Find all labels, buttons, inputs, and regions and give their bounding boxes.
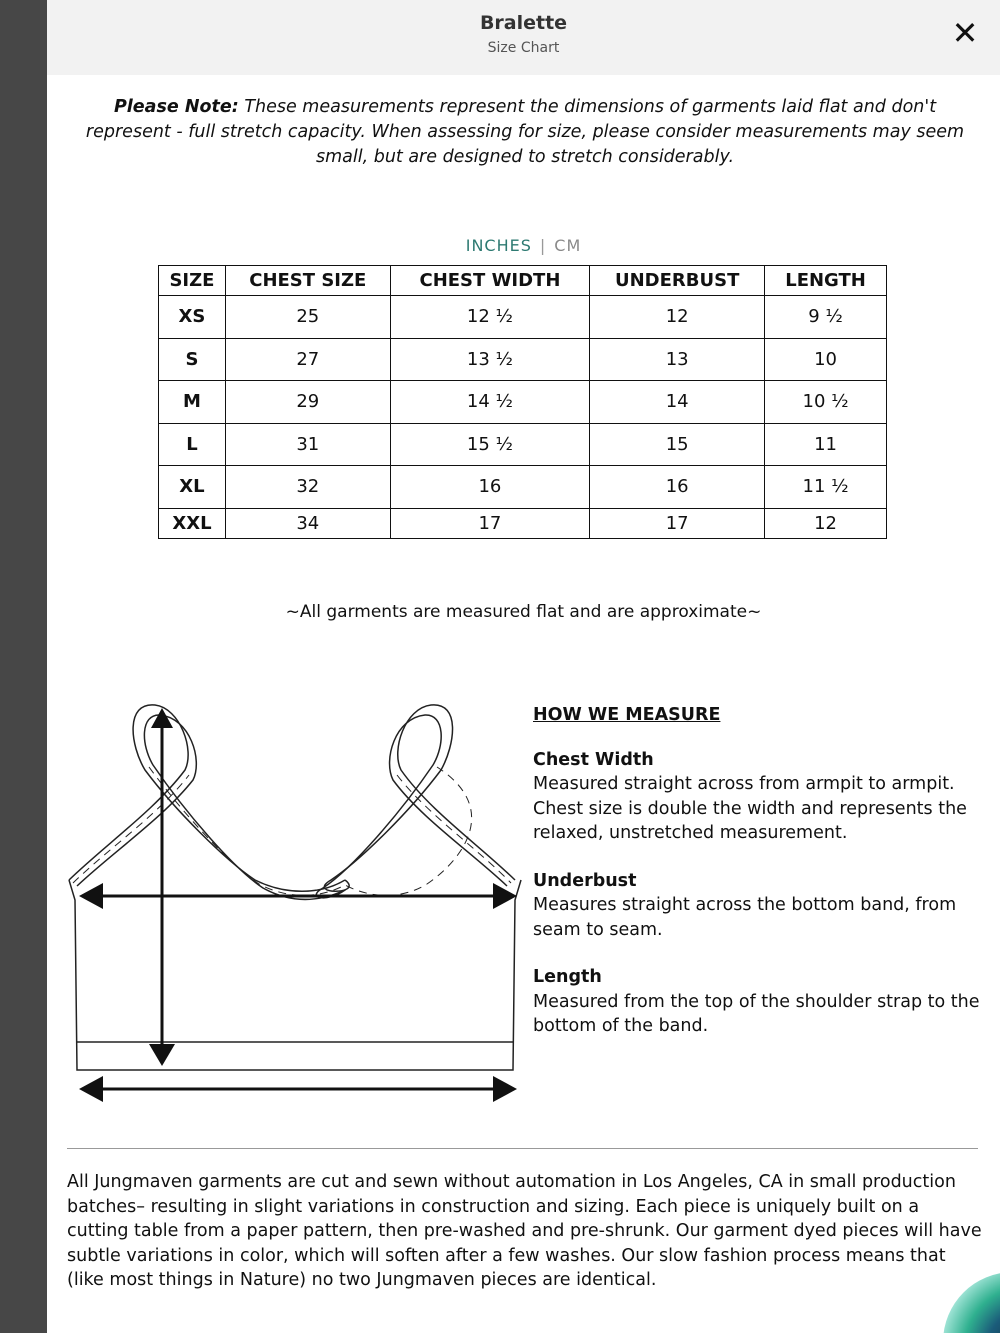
table-cell: 10 [765,338,887,381]
table-row [159,508,887,538]
header-underbust: UNDERBUST [590,266,765,296]
table-row [159,466,887,509]
header-length: LENGTH [765,266,887,296]
measure-text: Measures straight across the bottom band, from seam to seam. [533,895,957,940]
divider [67,1148,978,1149]
table-cell: 14 [590,381,765,424]
measure-text: Measured from the top of the shoulder strap to the bottom of the band. [533,991,980,1036]
how-we-measure [533,703,988,1062]
table-cell: 29 [225,381,390,424]
table-cell: 15 ½ [390,423,590,466]
unit-toggle [47,236,1000,255]
measurement-caption: ~All garments are measured flat and are approximate~ [285,602,762,622]
table-cell: 13 ½ [390,338,590,381]
unit-inches-button[interactable]: INCHES [465,236,532,255]
measure-title: Chest Width [533,749,654,770]
measure-underbust [533,869,988,943]
table-row [159,296,887,339]
table-cell-size: XS [159,296,226,339]
note-label: Please Note: [113,97,239,117]
size-table [158,265,887,539]
table-cell: 12 ½ [390,296,590,339]
table-cell: 11 [765,423,887,466]
note-text: These measurements represent the dimensions of garments laid flat and don't represent - full stretch capacity. When assessing for size, please consider measurements may seem small, but are designed to stretch considerably. [85,97,965,167]
header-size: SIZE [159,266,226,296]
left-strap [69,705,345,891]
table-cell: 31 [225,423,390,466]
measure-length [533,965,988,1039]
measure-chest-width [533,748,988,846]
chest-width-arrow [79,883,517,909]
unit-separator: | [539,236,547,255]
table-cell: 25 [225,296,390,339]
how-we-measure-title: HOW WE MEASURE [533,705,721,725]
table-cell: 27 [225,338,390,381]
table-cell: 9 ½ [765,296,887,339]
modal-title: Bralette [479,12,568,34]
table-cell: 17 [390,508,590,538]
table-cell: 10 ½ [765,381,887,424]
table-cell: 17 [590,508,765,538]
unit-cm-button[interactable]: CM [554,236,582,255]
close-icon[interactable]: ✕ [951,14,979,52]
left-strap-inner [77,715,345,900]
table-cell-size: L [159,423,226,466]
measure-title: Underbust [533,870,637,891]
header-chest-size: CHEST SIZE [225,266,390,296]
modal-subtitle: Size Chart [487,40,560,56]
background-strip [0,0,47,1333]
table-cell: 13 [590,338,765,381]
table-row [159,423,887,466]
table-header-row [159,266,887,296]
measure-title: Length [533,967,602,987]
underbust-arrow [79,1076,517,1102]
strap-stitching [73,767,511,895]
header-chest-width: CHEST WIDTH [390,266,590,296]
please-note [75,95,975,170]
table-cell: 11 ½ [765,466,887,509]
measure-text: Measured straight across from armpit to armpit. Chest size is double the width and represents the relaxed, unstretched measurement. [533,774,967,843]
modal-header [47,0,1000,75]
table-cell-size: XL [159,466,226,509]
table-cell: 16 [390,466,590,509]
length-arrow [149,708,175,1066]
table-cell-size: S [159,338,226,381]
table-cell: 12 [765,508,887,538]
table-cell-size: XXL [159,508,226,538]
table-cell-size: M [159,381,226,424]
table-cell: 16 [590,466,765,509]
table-cell: 15 [590,423,765,466]
table-cell: 32 [225,466,390,509]
table-cell: 12 [590,296,765,339]
table-cell: 14 ½ [390,381,590,424]
table-row [159,381,887,424]
footer-text: All Jungmaven garments are cut and sewn without automation in Los Angeles, CA in small production batches– resulting in slight variations in construction and sizing. Each piece is uniquely built on a cutting table from a paper pattern, then pre-washed and pre-shrunk. Our garment dyed pieces will have subtle variations in color, which will soften after a few washes. Our slow fashion process means that (like most things in Nature) no two Jungmaven pieces are identical. [67,1172,982,1290]
size-chart-modal [47,0,1000,1333]
bralette-diagram [65,700,535,1110]
table-row [159,338,887,381]
table-cell: 34 [225,508,390,538]
